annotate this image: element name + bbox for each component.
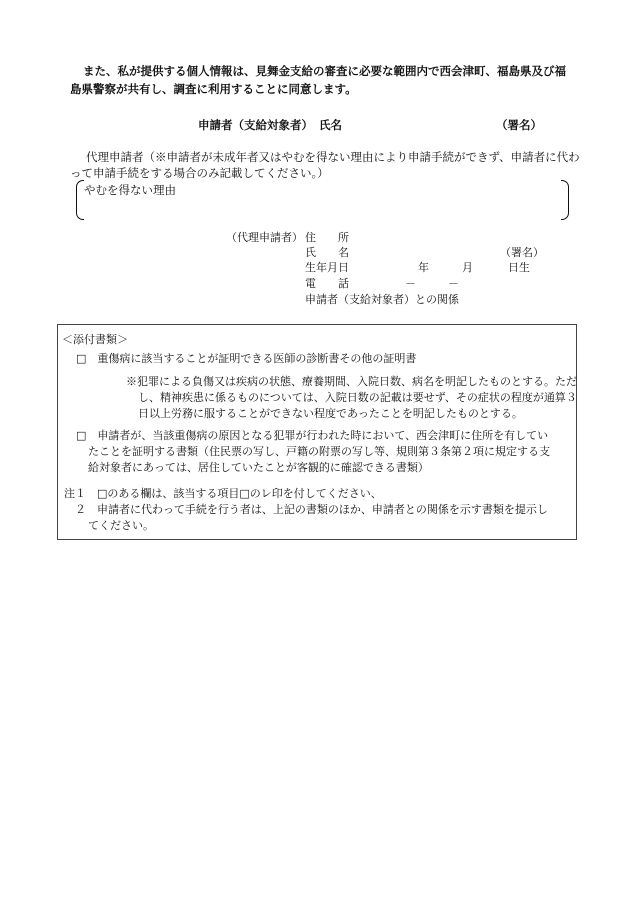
proxy-address-label: 住 所 bbox=[305, 231, 349, 244]
proxy-note-line-2: って申請手続をする場合のみ記載してください。） bbox=[70, 166, 329, 180]
reason-bracket-left bbox=[76, 180, 84, 220]
consent-line-2: 島県警察が共有し、調査に利用することに同意します。 bbox=[70, 82, 357, 96]
attachment-item-1: □ 重傷病に該当することが証明できる医師の診断書その他の証明書 bbox=[76, 352, 417, 365]
attachments-title: ＜添付書類＞ bbox=[62, 333, 128, 346]
applicant-label: 申請者（支給対象者） bbox=[198, 118, 313, 132]
proxy-note-line-1: 代理申請者（※申請者が未成年者又はやむを得ない理由により申請手続ができず、申請者に代わ bbox=[86, 150, 580, 164]
proxy-header: （代理申請者） bbox=[226, 231, 303, 244]
notes-line-1: 注１ □のある欄は、該当する項目□のレ印を付してください、 bbox=[64, 487, 382, 500]
attachment-note-1-line-2: し、精神疾患に係るものについては、入院日数の記載は要せず、その症状の程度が通算３ bbox=[138, 391, 577, 404]
applicant-name-label: 氏名 bbox=[319, 118, 342, 132]
proxy-birth-day: 日生 bbox=[508, 261, 530, 274]
consent-line-1: また、私が提供する個人情報は、見舞金支給の審査に必要な範囲内で西会津町、福島県及び福 bbox=[83, 64, 566, 78]
proxy-name-label: 氏 名 bbox=[305, 246, 349, 259]
proxy-birth-year: 年 bbox=[418, 261, 429, 274]
notes-line-2: ２ 申請者に代わって手続を行う者は、上記の書類のほか、申請者との関係を示す書類を提示し bbox=[64, 503, 548, 516]
proxy-phone-separator-2: － bbox=[448, 277, 459, 290]
attachment-item-2-line-1: □ 申請者が、当該重傷病の原因となる犯罪が行われた時において、西会津町に住所を有してい bbox=[76, 429, 549, 442]
proxy-birth-label: 生年月日 bbox=[305, 261, 349, 274]
proxy-relation-label: 申請者（支給対象者）との関係 bbox=[305, 293, 459, 306]
attachment-note-1-line-1: ※犯罪による負傷又は疾病の状態、療養期間、入院日数、病名を明記したものとする。ただ bbox=[126, 375, 577, 388]
applicant-seal-label: （署名） bbox=[496, 118, 542, 132]
attachment-item-2-line-2: たことを証明する書類（住民票の写し、戸籍の附票の写し等、規則第３条第２項に規定する支 bbox=[88, 445, 550, 458]
reason-bracket-right bbox=[561, 180, 569, 220]
attachment-note-1-line-3: 日以上労務に服することができない程度であったことを明記したものとする。 bbox=[138, 407, 523, 420]
proxy-phone-label: 電 話 bbox=[305, 277, 349, 290]
proxy-birth-month: 月 bbox=[462, 261, 473, 274]
notes-line-3: てください。 bbox=[88, 519, 154, 532]
reason-label: やむを得ない理由 bbox=[84, 183, 176, 197]
proxy-seal-label: （署名） bbox=[500, 246, 544, 259]
attachment-item-2-line-3: 給対象者にあっては、居住していたことが客観的に確認できる書類） bbox=[88, 461, 429, 474]
proxy-phone-separator-1: － bbox=[405, 277, 416, 290]
